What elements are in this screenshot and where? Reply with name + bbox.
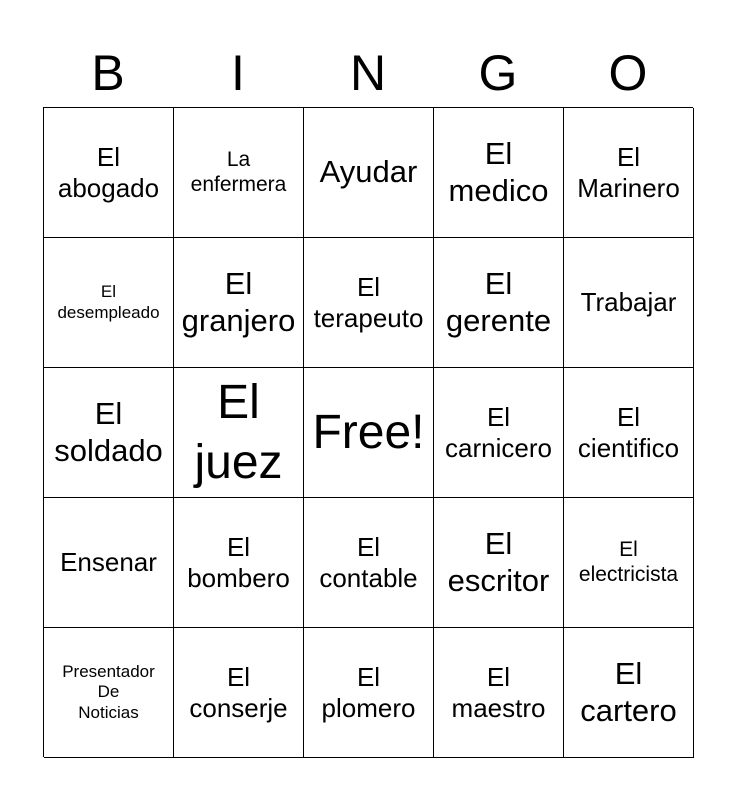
bingo-cell[interactable]: [304, 498, 434, 628]
cell-label: El soldado: [54, 395, 163, 468]
bingo-cell[interactable]: [44, 628, 174, 758]
bingo-cell[interactable]: [304, 108, 434, 238]
cell-label: El maestro: [451, 661, 546, 723]
cell-label: El Marinero: [577, 141, 680, 203]
bingo-cell[interactable]: [304, 238, 434, 368]
cell-label: El juez: [194, 375, 283, 489]
header-letter-g: G: [478, 45, 518, 101]
bingo-cell[interactable]: [434, 108, 564, 238]
bingo-cell[interactable]: [564, 368, 694, 498]
bingo-cell[interactable]: [174, 238, 304, 368]
bingo-cell[interactable]: [174, 368, 304, 498]
cell-label: Trabajar: [580, 287, 677, 318]
bingo-cell[interactable]: [564, 628, 694, 758]
header-letter-n: N: [349, 45, 387, 101]
free-space-cell[interactable]: [304, 368, 434, 498]
bingo-board: [43, 107, 693, 757]
cell-label: El gerente: [445, 265, 552, 338]
cell-label: El electricista: [578, 537, 679, 586]
cell-label: El contable: [319, 531, 418, 593]
bingo-cell[interactable]: [564, 108, 694, 238]
header-letter-o: O: [608, 45, 648, 101]
cell-label: El abogado: [57, 141, 160, 203]
cell-label: El plomero: [321, 661, 416, 723]
bingo-cell[interactable]: [434, 628, 564, 758]
header-letter-b: B: [91, 45, 125, 101]
cell-label: El conserje: [189, 661, 288, 723]
cell-label: El desempleado: [57, 282, 160, 322]
bingo-cell[interactable]: [304, 628, 434, 758]
cell-label: El escritor: [447, 525, 550, 598]
cell-label: El cartero: [580, 655, 677, 728]
bingo-cell[interactable]: [44, 238, 174, 368]
bingo-cell[interactable]: [44, 368, 174, 498]
bingo-cell[interactable]: [174, 628, 304, 758]
cell-label: Presentador De Noticias: [62, 662, 155, 722]
bingo-cell[interactable]: [44, 498, 174, 628]
bingo-cell[interactable]: [434, 238, 564, 368]
bingo-cell[interactable]: [174, 498, 304, 628]
bingo-cell[interactable]: [564, 238, 694, 368]
free-space-label: Free!: [312, 405, 425, 459]
bingo-cell[interactable]: [434, 368, 564, 498]
cell-label: El medico: [448, 135, 549, 208]
bingo-header: [43, 40, 693, 106]
cell-label: El cientifico: [577, 401, 680, 463]
bingo-cell[interactable]: [44, 108, 174, 238]
cell-label: El carnicero: [445, 401, 552, 463]
bingo-cell[interactable]: [564, 498, 694, 628]
cell-label: El terapeuto: [313, 271, 424, 333]
cell-label: El granjero: [181, 265, 296, 338]
bingo-cell[interactable]: [174, 108, 304, 238]
cell-label: El bombero: [187, 531, 290, 593]
cell-label: La enfermera: [190, 147, 287, 196]
header-letter-i: I: [231, 45, 245, 101]
bingo-cell[interactable]: [434, 498, 564, 628]
cell-label: Ensenar: [60, 547, 157, 578]
cell-label: Ayudar: [319, 154, 418, 190]
